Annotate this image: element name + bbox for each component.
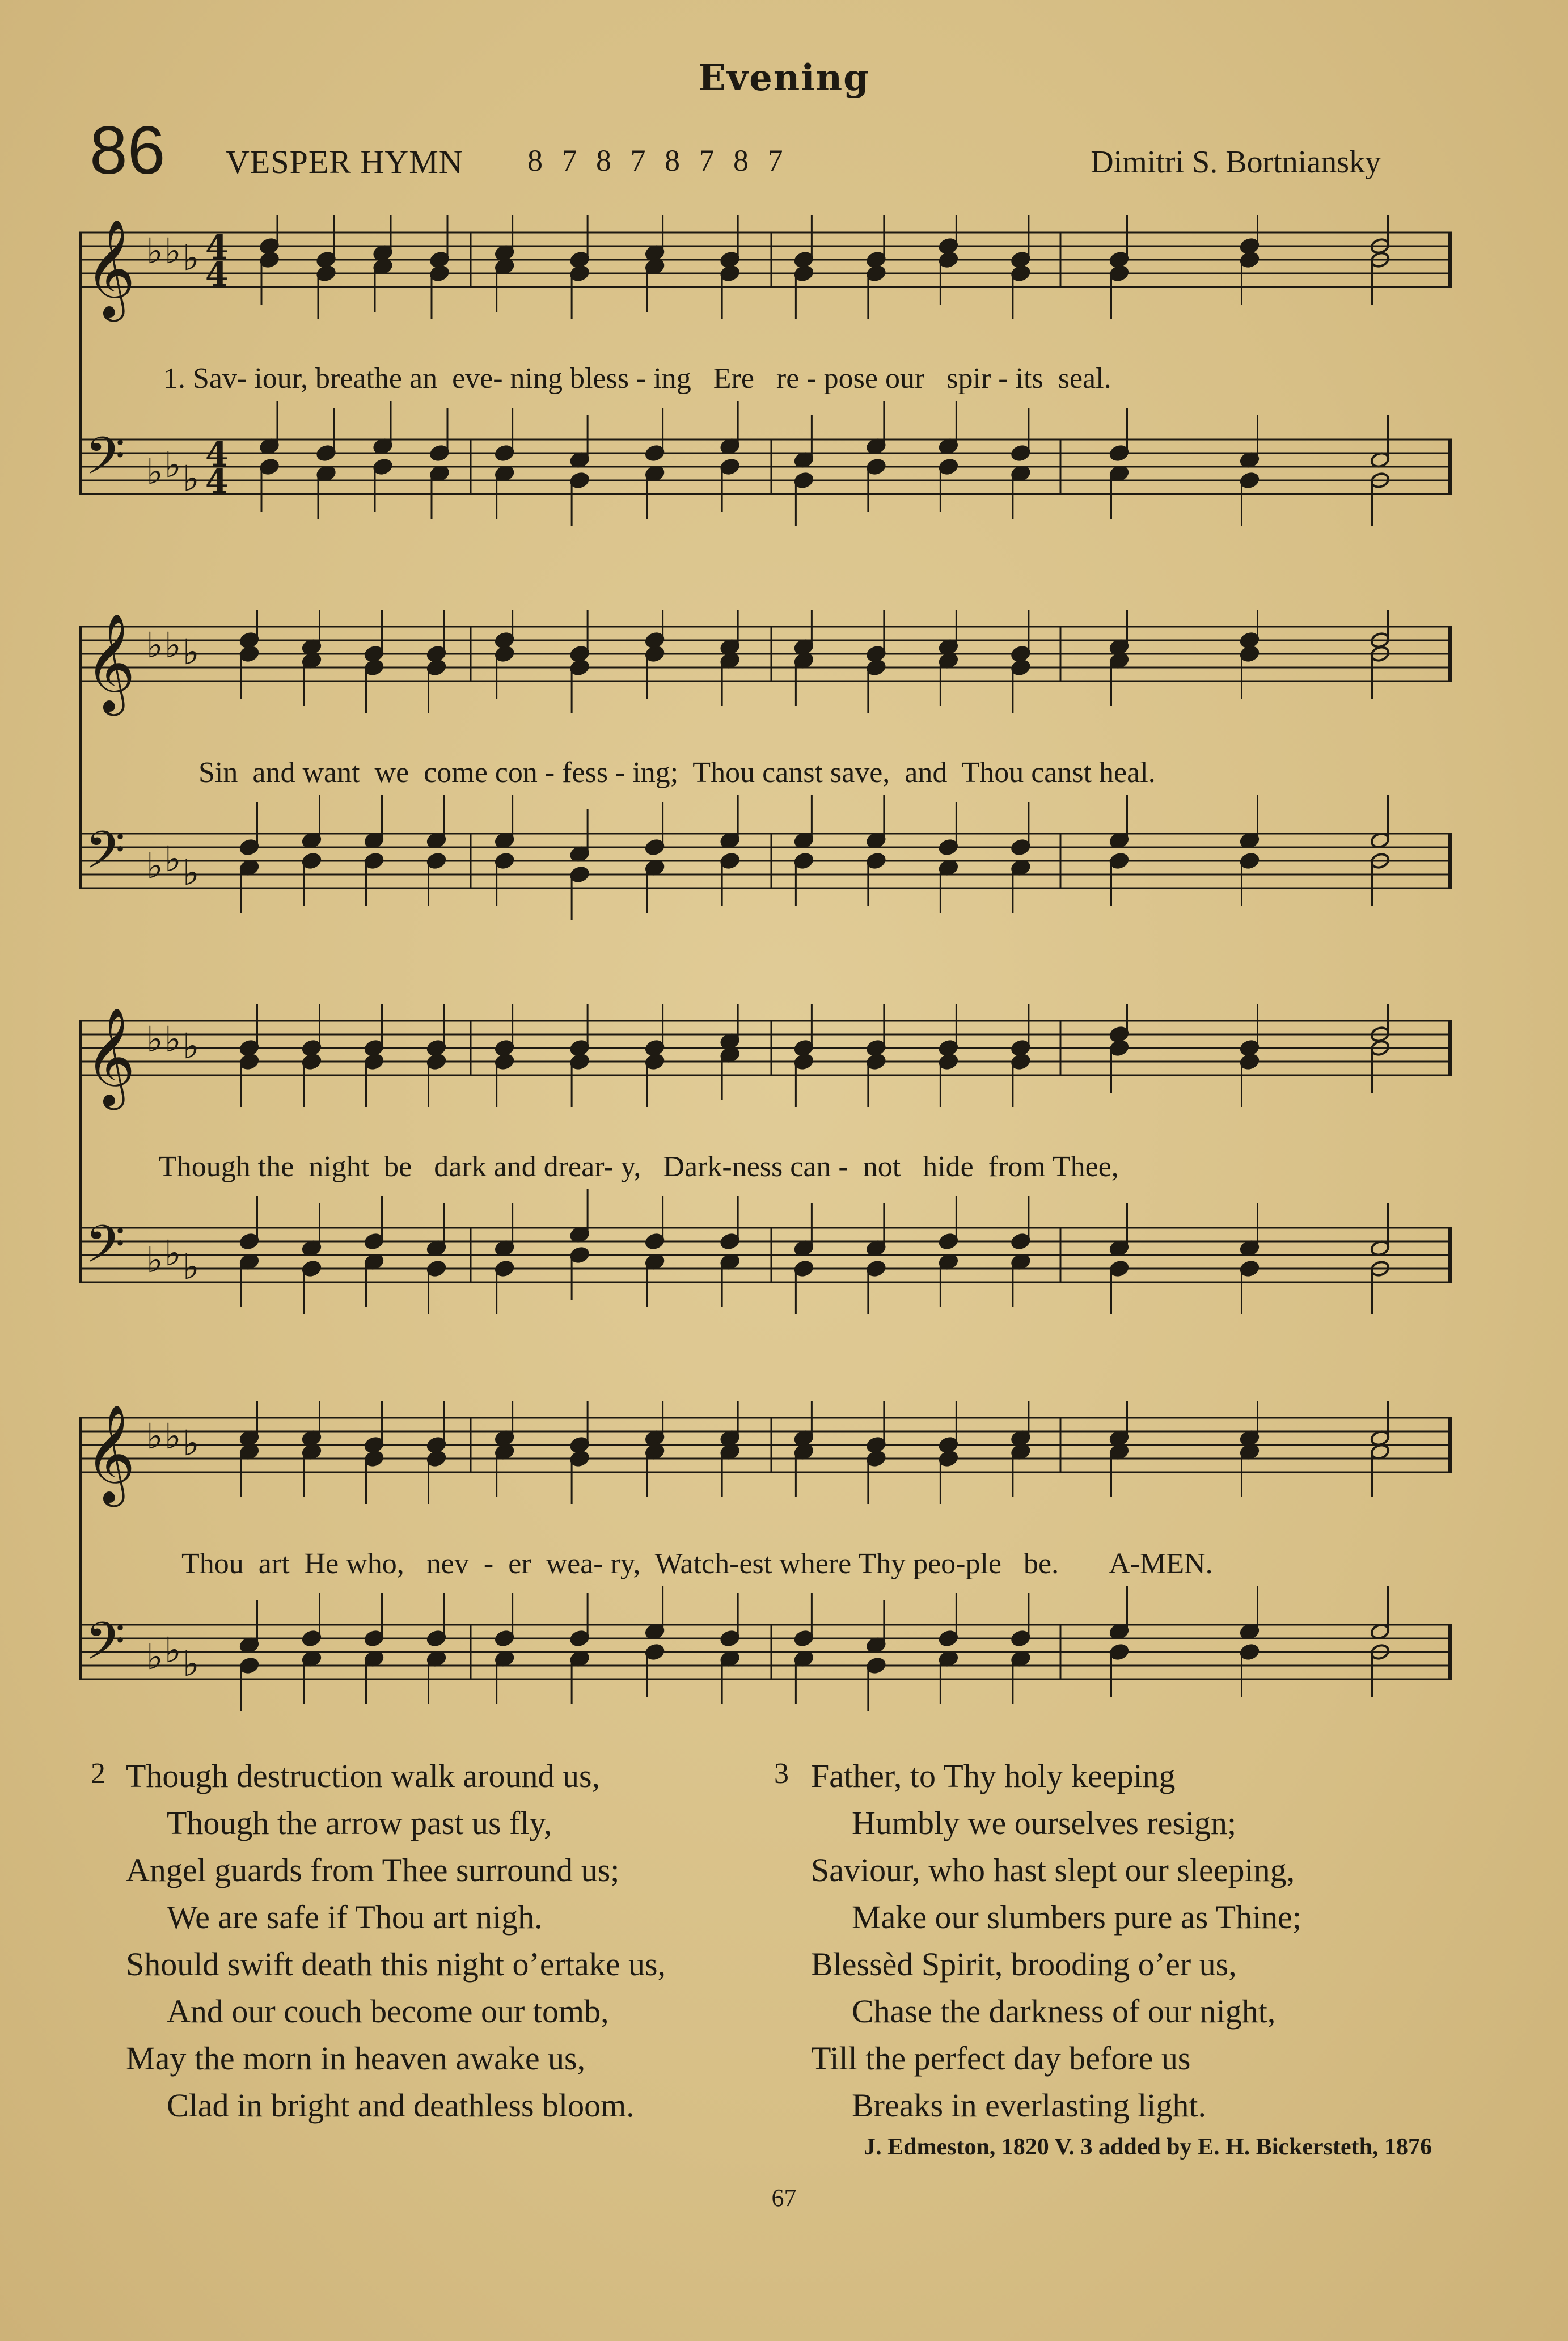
verse-line: Till the perfect day before us (811, 2040, 1191, 2077)
svg-text:4: 4 (205, 435, 229, 474)
svg-text:4: 4 (205, 228, 229, 267)
verse-number-3: 3 (774, 1757, 789, 1790)
verse-2 (126, 1752, 666, 2129)
verse-line: Though the arrow past us fly, (167, 1805, 552, 1841)
svg-text:♭: ♭ (183, 237, 200, 278)
music-staff-graphic (79, 610, 1452, 973)
verse-line: Should swift death this night o’ertake us, (126, 1946, 666, 1983)
section-title: Evening (698, 57, 870, 99)
svg-text:𝄢: 𝄢 (85, 1611, 125, 1684)
svg-text:♭: ♭ (183, 631, 200, 673)
verse-line: We are safe if Thou art nigh. (167, 1899, 543, 1936)
svg-text:♭: ♭ (183, 852, 200, 893)
verse-number-2: 2 (91, 1757, 105, 1790)
svg-text:4: 4 (205, 255, 229, 294)
svg-text:♭: ♭ (164, 1415, 181, 1457)
verse-line: Though destruction walk around us, (126, 1757, 601, 1794)
composer: Dimitri S. Bortniansky (1091, 145, 1381, 180)
page-number: 67 (771, 2184, 797, 2212)
verse-line: Saviour, who hast slept our sleeping, (811, 1852, 1295, 1888)
svg-text:♭: ♭ (164, 838, 181, 880)
svg-text:♭: ♭ (164, 1232, 181, 1274)
meter: 8 7 8 7 8 7 8 7 (527, 143, 789, 178)
verse-line: Blessèd Spirit, brooding o’er us, (811, 1946, 1237, 1983)
tune-name: VESPER HYMN (226, 143, 463, 180)
svg-text:𝄞: 𝄞 (85, 1007, 136, 1106)
svg-text:♭: ♭ (146, 1019, 163, 1060)
svg-text:♭: ♭ (164, 1629, 181, 1671)
music-system-2 (79, 610, 1452, 973)
verse-line: Breaks in everlasting light. (852, 2087, 1206, 2124)
svg-text:♭: ♭ (183, 458, 200, 499)
svg-text:♭: ♭ (183, 1422, 200, 1464)
verse-line: Angel guards from Thee surround us; (126, 1852, 620, 1888)
svg-text:♭: ♭ (183, 1025, 200, 1067)
verse-line: Humbly we ourselves resign; (852, 1805, 1237, 1841)
verse-line: Make our slumbers pure as Thine; (852, 1899, 1302, 1936)
music-staff-graphic (79, 1401, 1452, 1764)
verse-line: May the morn in heaven awake us, (126, 2040, 586, 2077)
lyric-line-3: Though the night be dark and drear- y, Dark-ness can - not hide from Thee, (159, 1151, 1119, 1183)
svg-text:4: 4 (205, 462, 229, 501)
music-staff-graphic (79, 215, 1452, 578)
music-system-4 (79, 1401, 1452, 1764)
music-system-1 (79, 215, 1452, 578)
lyric-line-4: Thou art He who, nev - er wea- ry, Watch-est where Thy peo-ple be. A-MEN. (181, 1548, 1213, 1580)
music-staff-graphic (79, 1004, 1452, 1367)
svg-text:♭: ♭ (164, 1019, 181, 1060)
verse-line: Father, to Thy holy keeping (811, 1757, 1176, 1794)
music-system-3 (79, 1004, 1452, 1367)
svg-text:♭: ♭ (164, 444, 181, 485)
svg-text:♭: ♭ (183, 1643, 200, 1684)
verse-line: And our couch become our tomb, (167, 1993, 609, 2030)
additional-verses (91, 1752, 1463, 2149)
hymn-number: 86 (90, 112, 166, 188)
verse-line: Chase the darkness of our night, (852, 1993, 1276, 2030)
svg-text:♭: ♭ (164, 624, 181, 666)
svg-text:𝄞: 𝄞 (85, 1404, 136, 1503)
svg-text:𝄞: 𝄞 (85, 613, 136, 712)
svg-text:♭: ♭ (146, 845, 163, 886)
svg-text:♭: ♭ (146, 624, 163, 666)
svg-text:♭: ♭ (146, 1239, 163, 1281)
svg-text:𝄢: 𝄢 (85, 1214, 125, 1287)
attribution: J. Edmeston, 1820 V. 3 added by E. H. Bickersteth, 1876 (864, 2134, 1432, 2160)
svg-text:𝄞: 𝄞 (85, 219, 136, 318)
verse-3 (811, 1752, 1301, 2129)
verse-line: Clad in bright and deathless bloom. (167, 2087, 635, 2124)
svg-text:♭: ♭ (146, 1636, 163, 1677)
svg-text:𝄢: 𝄢 (85, 426, 125, 498)
svg-text:♭: ♭ (164, 230, 181, 272)
svg-text:♭: ♭ (146, 1415, 163, 1457)
svg-text:♭: ♭ (146, 451, 163, 492)
lyric-line-1: 1. Sav- iour, breathe an eve- ning bless - ing Ere re - pose our spir - its seal. (163, 362, 1111, 395)
lyric-line-2: Sin and want we come con - fess - ing; Thou canst save, and Thou canst heal. (198, 757, 1156, 789)
svg-text:♭: ♭ (146, 230, 163, 272)
svg-text:𝄢: 𝄢 (85, 820, 125, 893)
svg-text:♭: ♭ (183, 1246, 200, 1287)
